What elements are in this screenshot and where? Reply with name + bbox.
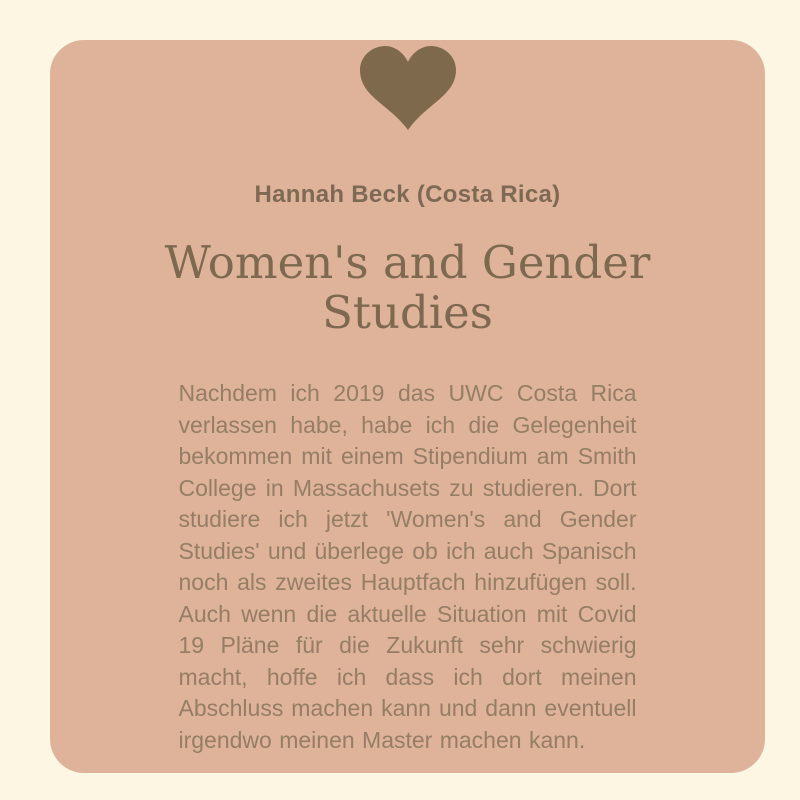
profile-card	[50, 40, 765, 773]
page-title: Women's and Gender Studies	[164, 236, 651, 339]
author-name: Hannah Beck (Costa Rica)	[254, 181, 561, 208]
heart-icon	[360, 46, 456, 130]
body-text: Nachdem ich 2019 das UWC Costa Rica verlassen habe, habe ich die Gelegenheit bekommen mit einem Stipendium am Smith College in Massachusets zu studieren. Dort studiere ich jetzt 'Women's and Gender Studies' und überlege ob ich auch Spanisch noch als zweites Hauptfach hinzufügen soll. Auch wenn die aktuelle Situation mit Covid 19 Pläne für die Zukunft sehr schwierig macht, hoffe ich dass ich dort meinen Abschluss machen kann und dann eventuell irgendwo meinen Master machen kann.	[178, 380, 637, 753]
